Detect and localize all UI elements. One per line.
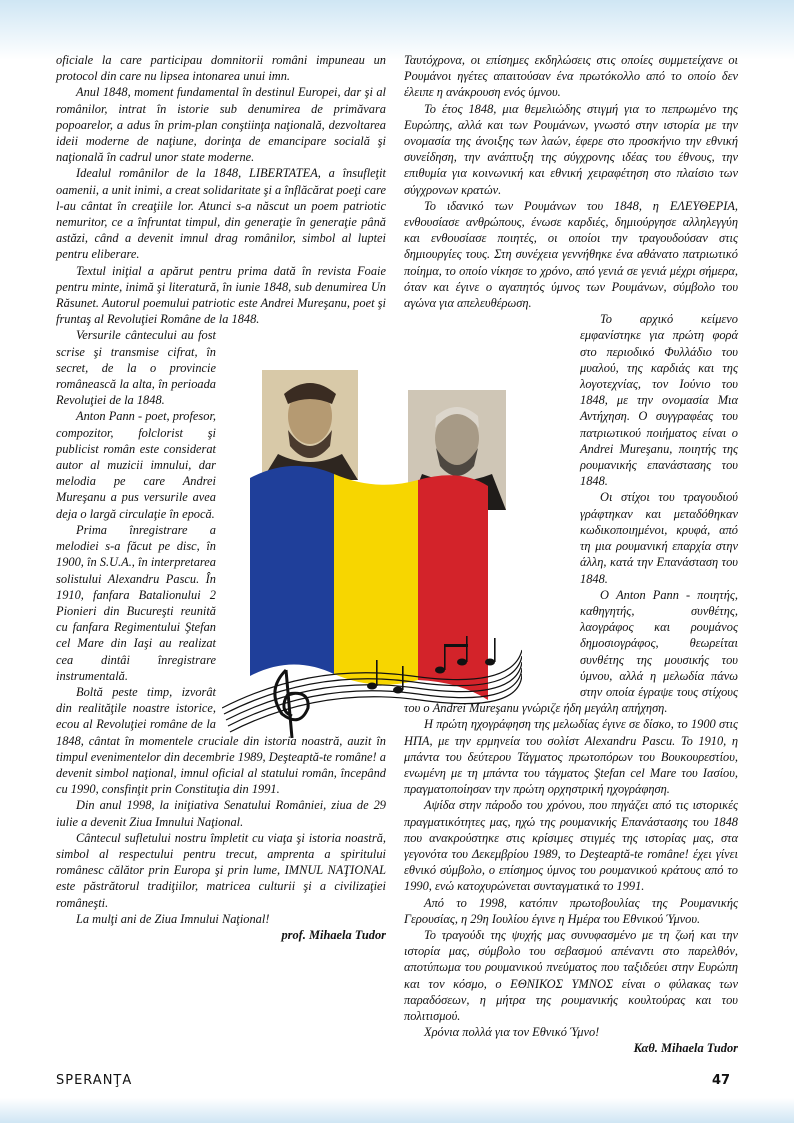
- ro-paragraph: La mulţi ani de Ziua Imnului Naţional!: [76, 911, 270, 926]
- gr-paragraph: Ο Anton Pann - ποιητής, καθηγητής, συνθέτης, λαογράφος και ρουμάνος δημοσιογράφος, θεωρείται συνθέτης της μουσικής του ύμνου, αλλά η μελωδία πάνω στην οποία έγραψε τους στίχους του ο Andrei Mureşanu γνώριζε ήδη μεγάλη απήχηση.: [404, 587, 738, 716]
- gr-paragraph: Ταυτόχρονα, οι επίσημες εκδηλώσεις στις οποίες συμμετείχανε οι Ρουμάνοι ηγέτες απαιτούσαν ένα πρωτόκολλο από το οποίο δεν έλειπε η ανάκρουση ενός ύμνου.: [404, 53, 738, 100]
- ro-signature: prof. Mihaela Tudor: [281, 927, 386, 942]
- gr-paragraph: Το αρχικό κείμενο εμφανίστηκε για πρώτη φορά στο περιοδικό Φυλλάδιο του μυαλού, της καρδιάς και της λογοτεχνίας, τον Ιούνιο του 1848, με την ονομασία Μια Αντήχηση. Ο συγγραφέας του πατριωτικού ποιήματος είναι ο Andrei Mureşanu, ποιητής της ρουμανικής επανάστασης του 1848.: [580, 312, 738, 489]
- flag-portraits-illustration: [222, 370, 522, 742]
- gr-paragraph: Αψίδα στην πάροδο του χρόνου, που πηγάζει από τις ιστορικές πραγματικότητες μας, ηχώ της ρουμανικής Επανάστασης του 1848 που ανακρούστηκε στις κρίσιμες στιγμές της ιστορίας μας, στα γεγονότα του Δεκεμβρίου 1989, το Deşteaptă-te române! έχει γίνει εθνικό σύμβολο, ο επίσημος ύμνος του ρουμανικού κράτους από το 1990, ενώ κατοχυρώνεται συνταγματικά το 1991.: [404, 798, 738, 894]
- ro-paragraph: Anul 1848, moment fundamental în destinul Europei, dar şi al românilor, intrat în istorie sub denumirea de primăvara popoarelor, a adus în prim-plan conştiinţa naţională, dezvoltarea ideii moderne de naţiune, dorinţa de emancipare socială şi naţională în cadrul unor state moderne.: [56, 85, 386, 165]
- ro-paragraph: Cântecul sufletului nostru împletit cu viaţa şi istoria noastră, simbol al respectului pentru trecut, amprenta a spiritului românesc călător prin Europa şi prin lume, IMNUL NAŢIONAL este păstrătorul tradiţiilor, matricea culturii şi a civilizaţiei româneşti.: [56, 830, 386, 910]
- gr-paragraph: Οι στίχοι του τραγουδιού γράφτηκαν και μεταδόθηκαν κωδικοποιημένοι, κρυφά, από τη μια ρουμανική επαρχία στην άλλη, κατά την Επανάσταση του 1848.: [580, 490, 738, 586]
- gr-paragraph: Το τραγούδι της ψυχής μας συνυφασμένο με τη ζωή και την ιστορία μας, σύμβολο του σεβασμού απέναντι στο παρελθόν, αποτύπωμα του ρουμανικού πνεύματος που ταξιδεύει στην Ευρώπη και τον κόσμο, ο ΕΘΝΙΚΟΣ ΥΜΝΟΣ είναι ο φύλακας των παραδόσεων, η μήτρα της ρουμανικής κουλτούρας και του πολιτισμού.: [404, 927, 738, 1023]
- ro-paragraph: Textul iniţial a apărut pentru prima dată în revista Foaie pentru minte, inimă şi literatură, în iunie 1848, sub denumirea Un Răsunet. Autorul poemului patriotic este Andrei Mureşanu, poet şi fruntaş al Revoluţiei Române de la 1848.: [56, 263, 386, 327]
- gr-paragraph: Από το 1998, κατόπιν πρωτοβουλίας της Ρουμανικής Γερουσίας, η 29η Ιουλίου έγινε η Ημέρα του Εθνικού Ύμνου.: [404, 895, 738, 926]
- ro-paragraph: Din anul 1998, la iniţiativa Senatului României, ziua de 29 iulie a devenit Ziua Imnului Naţional.: [56, 798, 386, 829]
- romanian-flag: [250, 466, 488, 700]
- gr-paragraph: Το έτος 1848, μια θεμελιώδης στιγμή για το πεπρωμένο της Ευρώπης, αλλά και των Ρουμάνων, γνωστό στην ιστορία με την ονομασία της άνοιξης των λαών, έφερε στο προσκήνιο την εθνική συνείδηση, την ανάπτυξη της σύγχρονης ιδέας του έθνους, την επιθυμία για κοινωνική και εθνική χειραφέτηση στο πλαίσιο των σύγχρονων κρατών.: [404, 101, 738, 197]
- gr-paragraph: Χρόνια πολλά για τον Εθνικό Ύμνο!: [424, 1025, 600, 1040]
- ro-paragraph: Versurile cântecului au fost scrise şi transmise cifrat, în secret, de la o provincie românească la alta, în perioada Revoluţiei de la 1848.: [56, 328, 216, 408]
- ro-paragraph: Anton Pann - poet, profesor, compozitor, folclorist şi publicist român este considerat autor al muzicii imnului, dar melodia pe care Andrei Mureşanu a pus versurile avea deja o largă circulaţie în epocă.: [56, 409, 216, 521]
- page-number: 47: [712, 1073, 731, 1088]
- ro-paragraph: oficiale la care participau domnitorii români impuneau un protocol din care nu lipsea intonarea unui imn.: [56, 53, 386, 84]
- ro-paragraph: Boltă peste timp, izvorât din realităţile noastre istorice, ecou al Revoluţiei române de la 1848, cântat în momentele cruciale din istoria noastră, auzit în timpul evenimentelor din decembrie 1989, Deşteaptă-te române! a devenit simbol naţional, imnul oficial al statului român, începând cu 1990, consfinţit prin Constituţia din 1991.: [56, 684, 386, 797]
- gr-paragraph: Η πρώτη ηχογράφηση της μελωδίας έγινε σε δίσκο, το 1900 στις ΗΠΑ, με την ερμηνεία του σολίστ Alexandru Pascu. Το 1910, η μπάντα του δεύτερου Τάγματος πρωτοπόρων του Βουκουρεστίου, ενωμένη με τη μπάντα του τάγματος Ştefan cel Mare του Ιασίου, πραγματοποίησαν την πρώτη ορχηστρική ηχογράφηση.: [404, 717, 738, 797]
- ro-paragraph: Idealul românilor de la 1848, LIBERTATEA, a însufleţit oamenii, a unit inimi, a creat solidaritate şi a înflăcărat poeţi care l-au cântat în creaţiile lor. Atunci s-a născut un poem patriotic nemuritor, ce a înfruntat timpul, din generaţie în generaţie până astăzi, când a devenit imnul drag românilor, simbol al luptei pentru eliberare.: [56, 166, 386, 262]
- gr-signature: Καθ. Mihaela Tudor: [633, 1041, 738, 1056]
- magazine-name: SPERANŢA: [56, 1073, 133, 1088]
- ro-paragraph: Prima înregistrare a melodiei s-a făcut pe disc, în 1900, în S.U.A., în interpretarea solistului Alexandru Pascu. În 1910, fanfara Batalionului 2 Pionieri din Bucureşti reunită cu fanfara Regimentului Ştefan cel Mare din Iaşi au realizat cea dintâi înregistrare instrumentală.: [56, 522, 216, 683]
- portrait-andrei-muresanu: [262, 370, 358, 480]
- page-top-band: [0, 0, 794, 60]
- page-bottom-band: [0, 1098, 794, 1123]
- gr-paragraph: Το ιδανικό των Ρουμάνων του 1848, η ΕΛΕΥΘΕΡΙΑ, ενθουσίασε ανθρώπους, ένωσε καρδιές, δημιούργησε αλληλεγγύη και ενθουσίασε ποιητές, οι οποίοι την τραγουδούσαν στις δημιουργίες τους. Στη συνέχεια γεννήθηκε ένα αθάνατο πατριωτικό ποίημα, το οποίο νίκησε το χρόνο, από γενιά σε γενιά μέχρι σήμερα, όταν και έγινε ο αγαπητός ύμνος των Ρουμάνων, σύμβολο του αγώνα για απελευθέρωση.: [404, 198, 738, 311]
